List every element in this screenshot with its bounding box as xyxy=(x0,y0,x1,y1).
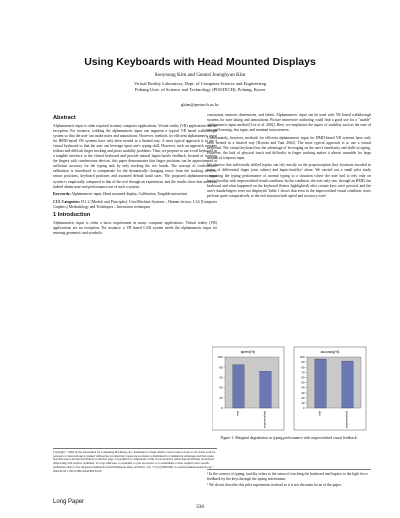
abstract-text: Alphanumeric input is often required in many computer applications. Virtual reality (VR) applications are no exception. For instance, walking the alphanumeric input can augment a typical VR based walkthrough system so that the user can make notes and annotations. However, methods for efficient alphanumeric input for HMD-based VR systems have only been treated in a limited way. A most typical approach is to use a virtual keyboard so that the user can leverage upon one's typing skill. However, such an approach requires tedious and difficult finger tracking and poses usability problems. Thus, we propose to use a real keyboard as a tangible interface to the virtual keyboard and provide natural haptic/tactile feedback. Instead of tracking the fingers with cumbersome devices, this paper demonstrates that finger positions can be approximated at sufficient accuracy for the typing task by only tracking the two hands. The concept of conformance calibration is introduced to compensate for the dynamically changing errors from the tracking devices, sensor positions, keyboard positions and assumed default hand sizes. The proposed alphanumeric input system is empirically compared to that of the real through an experiment, and the results show that users can indeed obtain near-real performance out of such a system. xyxy=(53,124,217,189)
chart-1-tick-label: 100 xyxy=(299,355,305,360)
chart-1-tick-label: 70 xyxy=(301,370,305,375)
footnotes xyxy=(207,469,371,489)
chart-1-title: accuracy(%) xyxy=(320,350,340,354)
chart-0-category-label: impoverished xyxy=(262,411,267,429)
keywords xyxy=(53,192,217,197)
ccs-label: CCS Categories: xyxy=(53,199,80,204)
chart-0-tick-label: 0 xyxy=(220,406,223,411)
chart-1-bar xyxy=(315,359,326,408)
chart-1-tick-label: 10 xyxy=(301,401,305,405)
chart-0-tick-label: 40 xyxy=(219,385,223,390)
ccs-text: H.1.2 [Models and Principles]: User/Machine Systems – Human factors; I.3.6 [Computer Graphics] Methodology and Techniques – Interaction techniques xyxy=(53,199,218,209)
ccs-categories xyxy=(53,200,217,210)
chart-1-tick-label: 60 xyxy=(301,375,305,380)
keywords-label: Keywords: xyxy=(53,192,71,197)
chart-1-tick-label: 30 xyxy=(301,390,305,395)
chart-1-tick-label: 50 xyxy=(301,380,305,385)
chart-0-category-label: real xyxy=(235,411,240,416)
chart-1-category-label: impoverished xyxy=(344,411,349,429)
chart-1-tick-label: 80 xyxy=(301,365,305,370)
long-paper-label: Long Paper xyxy=(53,499,85,505)
page-number: 336 xyxy=(195,504,205,510)
copyright-notice: Copyright © 2004 by the Association for Computing Machinery, Inc. Permission to make digital or hard copies of part or all of this work for personal or classroom use is granted without fee provided that copies are not made or distributed for commercial advantage and that copies bear this notice and the full citation on the first page. Copyrights for components of this work owned by others than ACM must be honored. Abstracting with credit is permitted. To copy otherwise, to republish, to post on servers, or to redistribute to lists, requires prior specific permission and/or a fee. Request permissions from Permissions Dept, ACM Inc., fax +1 (212) 869-0481 or e-mail permissions@acm.org © 2004 ACM 1-58113-884-9/04/0006 $5.00 xyxy=(53,450,216,473)
chart-0-title: speed(%) xyxy=(240,350,256,354)
chart-1-tick-label: 40 xyxy=(301,385,305,390)
right-paragraph-3: We observe that sufficiently skilled typists can rely mostly on the proprioception (key locations encoded in terms of differential finger joint values) and haptic/tactility¹ alone. We carried out a small pilot study comparing the typing performance of normal typing to a situation where the user had to rely only on haptic/tactility with impoverished visual condition. In this condition, the user only saw, through an HMD, the keyboard and what happened on the keyboard (letters highlighted) after certain keys were pressed, and the user's hands/fingers were not displayed. Table 1 shows that even in the impoverished visual condition, users perform quite comparatively to the real situation both speed and accuracy wise². xyxy=(207,163,372,198)
figure-1-charts xyxy=(212,346,369,434)
chart-0-tick-label: 60 xyxy=(219,375,223,380)
figure-caption: Figure 1: Marginal degradation in typing performance with impoverished visual feedback. xyxy=(220,436,358,440)
keywords-text: Alphanumeric input, Head mounted display, Calibration, Tangible interaction xyxy=(71,192,188,197)
paper-affiliation xyxy=(0,81,400,93)
affiliation-line-1: Virtual Reality Laboratory, Dept. of Computer Science and Engineering xyxy=(133,81,267,86)
left-column xyxy=(53,113,217,239)
chart-0-tick-label: 80 xyxy=(219,365,223,370)
chart-1-tick-label: 20 xyxy=(301,395,305,400)
chart-0-tick-label: 20 xyxy=(219,395,223,400)
chart-1-tick-label: 90 xyxy=(301,360,305,365)
introduction-text: Alphanumeric input is often a basic requirement in many computer applications. Virtual reality (VR) applications are no exception. For instance, a VR based CAD system needs the alphanumeric input for entering geometric and symbolic xyxy=(53,221,217,236)
right-paragraph-1: constraints, numeric dimensions, and labels. Alphanumeric input can be used with VR based walkthrough systems for note taking and annotations. Picture immersive authoring could find a good use for a "usable" alphanumeric input method [Lee et al. 2002]. Here, we emphasize the aspect of usability such as the ease of use and learning, fast input, and minimal intrusiveness. xyxy=(207,113,371,133)
right-paragraph-2: Unfortunately, however, methods for efficient alphanumeric input for HMD-based VR systems have only been treated in a limited way [Kiyoda and Tani 2002]. The most typical approach is to use a virtual keyboard. The virtual keyboard has the advantage of leveraging on the user's familiarity and skills in typing. However, the lack of physical touch and difficulty in finger tracking makes it almost unusable for large amount of frequent input. xyxy=(207,135,371,160)
chart-0-tick-label: 100 xyxy=(217,355,223,360)
paper-title: Using Keyboards with Head Mounted Displays xyxy=(84,56,316,68)
chart-1-category-label: real xyxy=(317,411,322,416)
footnote-1: ¹ In the context of typing, tactility refers to the sense of touching the keyboard and haptics to the light force feedback by the keys through the spring mechanism. xyxy=(207,472,368,481)
chart-1-tick-label: 0 xyxy=(302,406,305,411)
footnote-2: ² We do not describe this pilot experiment in detail as it is not the main focus of the paper. xyxy=(207,482,342,487)
chart-0-bar xyxy=(260,371,271,408)
paper-authors: Sooyoung Kim and Gerard Jounghyun Kim xyxy=(154,72,246,78)
affiliation-line-2: Pohang Univ. of Science and Technology (POSTECH), Pohang, Korea xyxy=(134,87,266,92)
introduction-heading: 1 Introduction xyxy=(53,212,91,219)
right-column xyxy=(207,113,371,201)
chart-0-bar xyxy=(233,365,244,408)
figure-1 xyxy=(212,346,369,434)
chart-1-bar xyxy=(342,361,353,408)
author-email[interactable]: gkim@postech.ac.kr xyxy=(181,102,219,107)
abstract-heading: Abstract xyxy=(53,115,76,121)
